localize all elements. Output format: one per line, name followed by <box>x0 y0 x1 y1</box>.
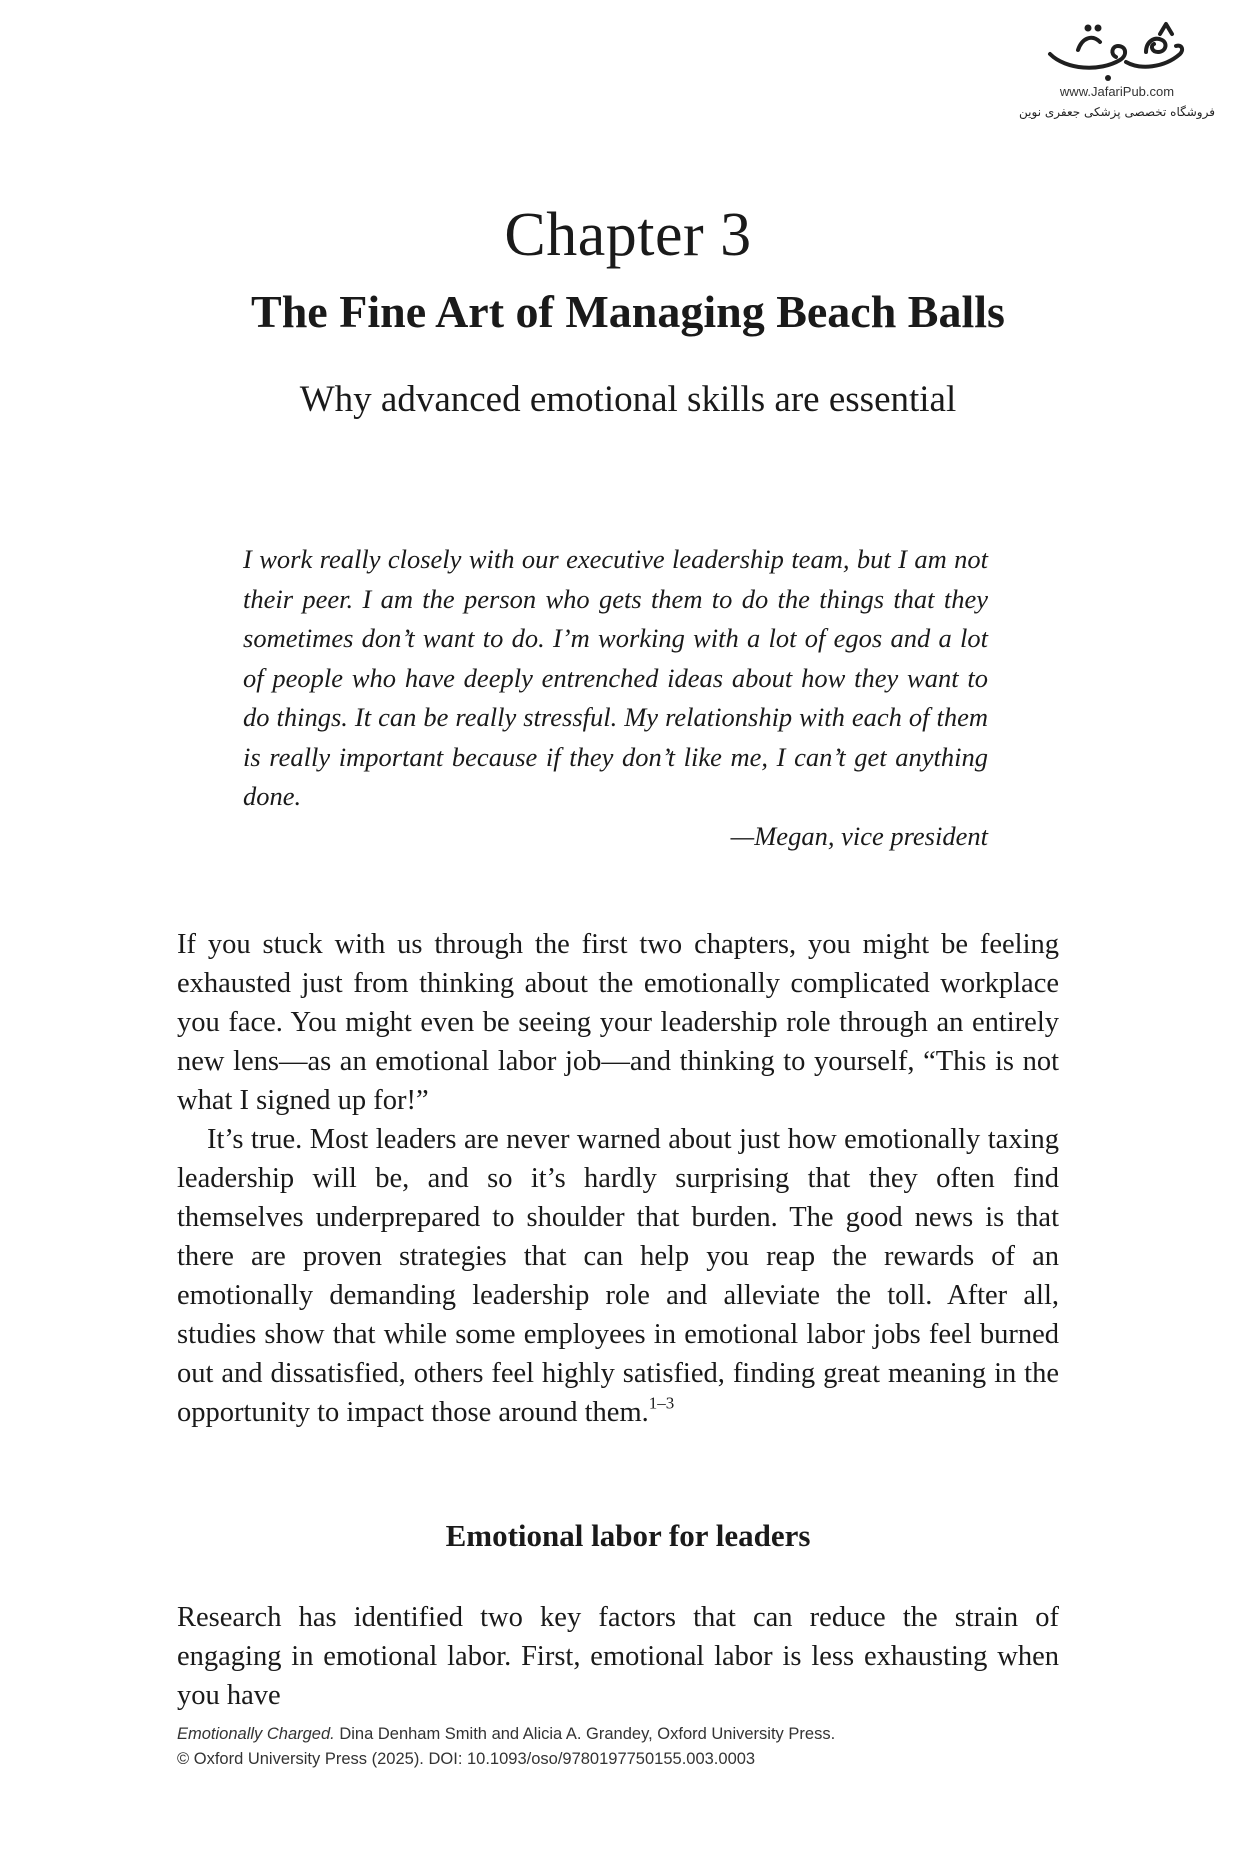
chapter-subtitle: Why advanced emotional skills are essential <box>299 379 957 420</box>
paragraph-text: It’s true. Most leaders are never warned about just how emotionally taxing leadership will be, and so it’s hardly surprising that they often find themselves underprepared to shoulder that burden. The good news is that there are proven strategies that can help you reap the rewards of an emotionally demanding leadership role and alleviate the toll. After all, studies show that while some employees in emotional labor jobs feel burned out and dissatisfied, others feel highly satisfied, finding great meaning in the opportunity to impact those around them. <box>177 1124 1059 1428</box>
publisher-watermark <box>1012 20 1222 119</box>
book-title: Emotionally Charged. <box>177 1725 335 1743</box>
chapter-number: Chapter 3 <box>504 201 752 269</box>
publisher-tagline: فروشگاه تخصصی پزشکی جعفری نوین <box>1019 105 1215 119</box>
copyright-line: © Oxford University Press (2025). DOI: 10.1093/oso/9780197750155.003.0003 <box>177 1750 756 1768</box>
section-heading: Emotional labor for leaders <box>445 1518 811 1553</box>
body-paragraph: Research has identified two key factors that can reduce the strain of engaging in emotional labor. First, emotional labor is less exhausting when you have <box>177 1602 1059 1711</box>
publisher-logo-icon <box>1042 20 1192 82</box>
epigraph-quote: I work really closely with our executive leadership team, but I am not their peer. I am the person who gets them to do the things that they sometimes don’t want to do. I’m working with a lot of egos and a lot of people who have deeply entrenched ideas about how they want to do things. It can be really stressful. My relationship with each of them is really important because if they don’t like me, I can’t get anything done. <box>243 544 988 811</box>
page-footer <box>177 1722 835 1772</box>
authors-publisher: Dina Denham Smith and Alicia A. Grandey, Oxford University Press. <box>334 1725 836 1743</box>
citation-line <box>177 1722 835 1747</box>
epigraph-attribution: —Megan, vice president <box>730 821 988 851</box>
footnote-reference[interactable]: 1–3 <box>648 1393 675 1413</box>
chapter-title: The Fine Art of Managing Beach Balls <box>251 286 1005 337</box>
body-paragraph: If you stuck with us through the first two chapters, you might be feeling exhausted just from thinking about the emotionally complicated workplace you face. You might even be seeing your leadership role through an entirely new lens—as an emotional labor job—and thinking to yourself, “This is not what I signed up for!” <box>177 929 1059 1116</box>
body-paragraph <box>177 1120 1059 1432</box>
publisher-url[interactable]: www.JafariPub.com <box>1059 84 1175 99</box>
